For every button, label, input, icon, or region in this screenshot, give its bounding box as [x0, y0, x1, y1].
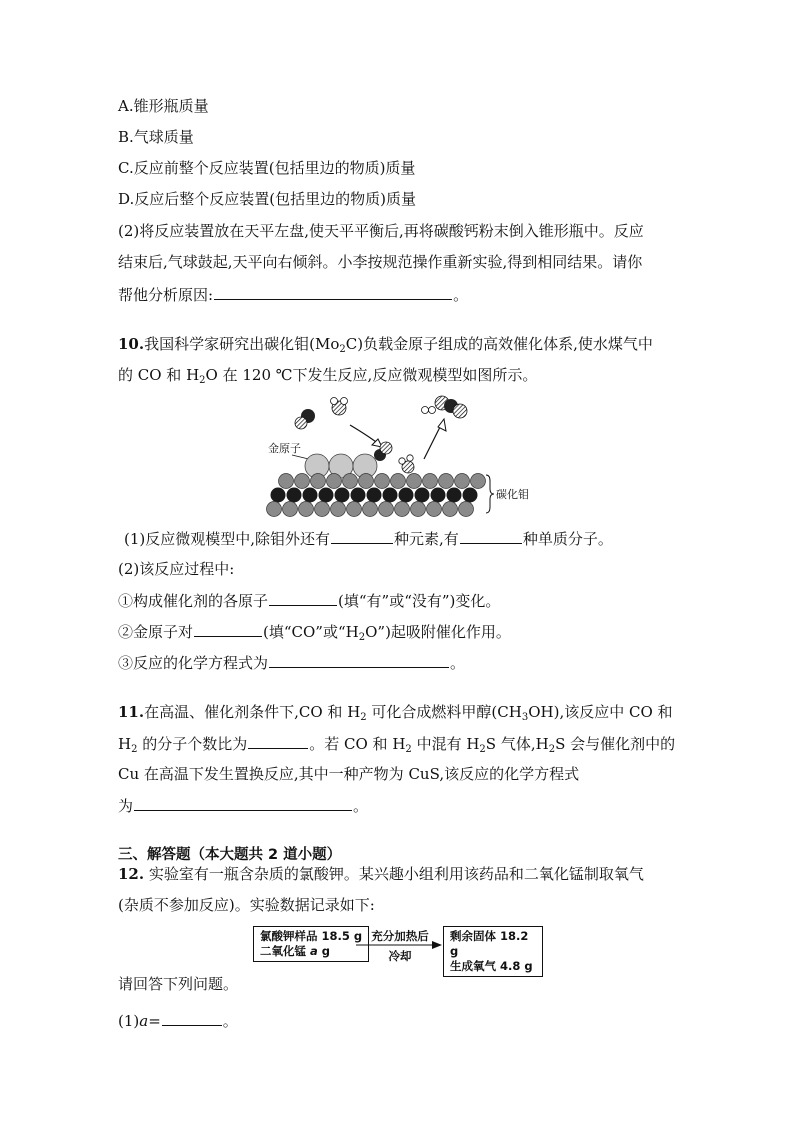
q9-part2-line3: 帮他分析原因: 。: [118, 286, 469, 304]
q10-line1: 10.我国科学家研究出碳化钼$(Mo_2C)$负载金原子组成的高效催化体系,使水煤气中: [118, 335, 653, 355]
answer-blank[interactable]: [331, 528, 393, 544]
micro-model-diagram: [262, 393, 532, 518]
answer-blank[interactable]: [162, 1010, 222, 1026]
arrow-condition-top: 充分加热后: [371, 929, 429, 943]
q10-sub1: (1)反应微观模型中,除钼外还有 种元素,有 种单质分子。: [124, 530, 613, 548]
q10-sub2: (2)该反应过程中:: [118, 560, 235, 578]
q12-sub1: (1)a= 。: [118, 1012, 238, 1030]
q10-sub2-3: ③反应的化学方程式为 。: [118, 654, 466, 672]
q12-line2: (杂质不参加反应)。实验数据记录如下:: [118, 896, 375, 914]
answer-blank[interactable]: [248, 733, 308, 749]
q10-sub2-2: ②金原子对 (填“CO”或“$H_2O$”)起吸附催化作用。: [118, 623, 511, 643]
input-box: 氯酸钾样品 18.5 g 二氧化锰 a g: [253, 926, 369, 962]
q10-line2: 的 CO 和 $H_2O$ 在 120 ℃下发生反应,反应微观模型如图所示。: [118, 366, 538, 386]
q10-sub2-1: ①构成催化剂的各原子 (填“有”或“没有”)变化。: [118, 592, 501, 610]
q9-part2-line2: 结束后,气球鼓起,天平向右倾斜。小李按规范操作重新实验,得到相同结果。请你: [118, 253, 643, 271]
answer-blank[interactable]: [214, 284, 452, 300]
answer-blank[interactable]: [269, 590, 337, 606]
mo2c-label: 碳化钼: [496, 488, 529, 501]
reaction-micro-model-figure: [262, 393, 532, 518]
answer-blank[interactable]: [134, 795, 352, 811]
output-box: 剩余固体 18.2 g 生成氧气 4.8 g: [443, 926, 543, 977]
q9-option-b: B.气球质量: [118, 128, 194, 146]
gold-atom-label: 金原子: [268, 442, 301, 455]
q12-line3: 请回答下列问题。: [118, 975, 239, 993]
q9-option-d: D.反应后整个反应装置(包括里边的物质)质量: [118, 190, 416, 208]
answer-blank[interactable]: [269, 652, 449, 668]
q11-line1: 11.在高温、催化剂条件下,CO 和 $H_2$ 可化合成燃料甲醇$(CH_3OH)$,该反应中 CO 和: [118, 703, 673, 723]
q9-option-a: A.锥形瓶质量: [118, 97, 209, 115]
q11-line3: Cu 在高温下发生置换反应,其中一种产物为 CuS,该反应的化学方程式: [118, 765, 580, 783]
q11-line4: 为 。: [118, 797, 369, 815]
experiment-flow-diagram: [253, 926, 543, 973]
answer-blank[interactable]: [194, 621, 262, 637]
answer-blank[interactable]: [460, 528, 522, 544]
q11-line2: $H_2$ 的分子个数比为 。若 CO 和 $H_2$ 中混有 $H_2S$ 气体$,H_2S$ 会与催化剂中的: [118, 735, 676, 755]
arrow-condition-bottom: 冷却: [388, 949, 412, 963]
q9-part2-line1: (2)将反应装置放在天平左盘,使天平平衡后,再将碳酸钙粉末倒入锥形瓶中。反应: [118, 222, 644, 240]
section-3-heading: 三、解答题（本大题共 2 道小题）: [118, 847, 342, 863]
q9-option-c: C.反应前整个反应装置(包括里边的物质)质量: [118, 159, 416, 177]
molybdenum-carbide-layer: [267, 474, 486, 517]
q12-line1: 12. 实验室有一瓶含杂质的氯酸钾。某兴趣小组利用该药品和二氧化锰制取氧气: [118, 865, 644, 883]
